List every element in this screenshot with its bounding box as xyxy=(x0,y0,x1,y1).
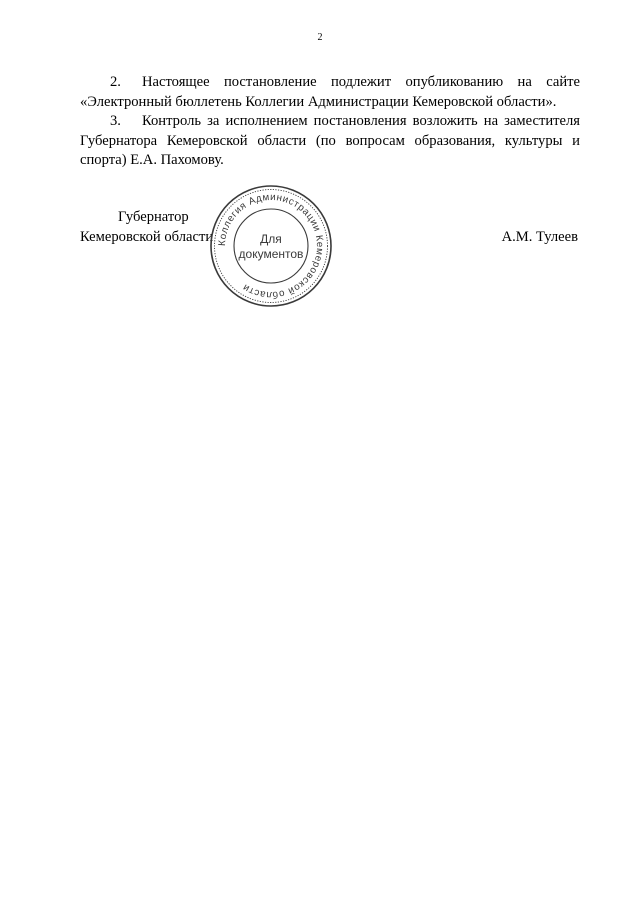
paragraph-3 xyxy=(80,112,580,171)
paragraph-text: Контроль за исполнением постановления возложить на заместителя Губернатора Кемеровской области (по вопросам образования, культуры и спорта) Е.А. Пахомову. xyxy=(80,113,580,168)
stamp-center-line2: документов xyxy=(238,247,304,261)
paragraph-2 xyxy=(80,73,580,112)
signatory-name: А.М. Тулеев xyxy=(501,229,578,245)
stamp-inner-ring xyxy=(234,209,308,283)
official-stamp xyxy=(208,183,334,309)
signature-title: Губернатор xyxy=(118,209,189,225)
stamp-outer-ring xyxy=(211,186,331,306)
stamp-outer-ring-inner xyxy=(215,190,328,303)
document-body xyxy=(80,73,580,171)
stamp-ring-textpath: Коллегия Администрации Кемеровской области xyxy=(216,191,326,301)
page-number: 2 xyxy=(317,32,323,43)
signature-region: Кемеровской области xyxy=(80,228,214,245)
paragraph-number: 2. xyxy=(110,74,121,90)
paragraph-number: 3. xyxy=(110,113,121,129)
stamp-center-line1: Для xyxy=(260,232,282,246)
paragraph-text: Настоящее постановление подлежит опубликованию на сайте «Электронный бюллетень Коллегии Администрации Кемеровской области». xyxy=(80,74,580,110)
